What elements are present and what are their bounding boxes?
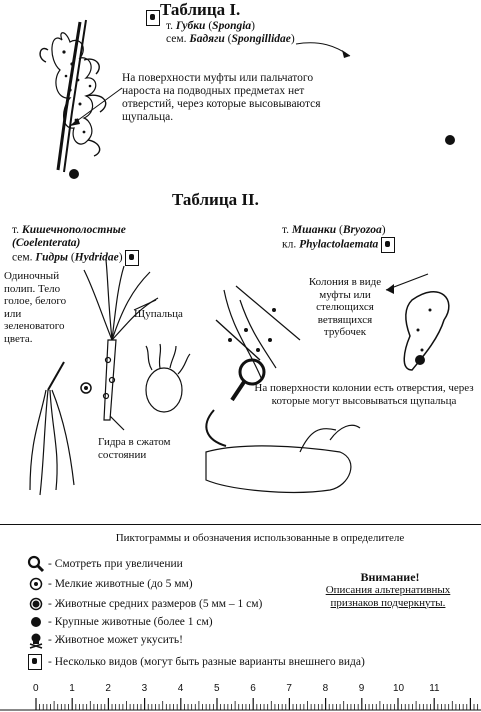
small-animal-icon <box>28 576 44 592</box>
ruler-label: 7 <box>286 683 292 694</box>
hydra-family-line: сем. Гидры (Hydridae) <box>12 250 142 266</box>
skull-icon <box>28 632 44 648</box>
ruler-label: 6 <box>250 683 256 694</box>
ruler-label: 1 <box>69 683 75 694</box>
large-animal-icon <box>28 614 44 630</box>
tentacles-label: Щупальца <box>134 308 183 320</box>
multiple-species-icon <box>28 654 44 670</box>
legend-item-multiple: - Несколько видов (могут быть разные варианты внешнего вида) <box>28 654 365 670</box>
ruler-label: 9 <box>358 683 365 694</box>
legend-item-bite: - Животное может укусить! <box>28 632 183 648</box>
table1-description: На поверхности муфты или пальчатого нароста на подводных предметах нет отверстий, через которые высовываются щупальца. <box>122 72 321 123</box>
multiple-species-icon <box>381 237 395 253</box>
bryozoa-class-line: кл. Phylactolaemata <box>282 237 398 253</box>
bryozoa-type-line: т. Мшанки (Bryozoa) <box>282 224 386 236</box>
openings-description: На поверхности колонии есть отверстия, через которые могут высовываться щупальца <box>254 382 474 407</box>
medium-animal-icon <box>28 596 44 612</box>
magnifier-icon <box>28 556 44 572</box>
ruler-label: 5 <box>214 683 220 694</box>
ruler-label: 8 <box>322 683 329 694</box>
legend-item-magnifier: - Смотреть при увеличении <box>28 556 183 572</box>
multiple-species-icon <box>146 9 163 27</box>
legend-item-large: - Крупные животные (более 1 см) <box>28 614 213 630</box>
table2-block <box>0 190 481 520</box>
table1-title: Таблица I. <box>160 0 241 19</box>
contracted-hydra-label: Гидра в сжатом состоянии <box>98 436 171 461</box>
table1-type-line: т. Губки (Spongia) <box>166 20 256 32</box>
legend-item-small: - Мелкие животные (до 5 мм) <box>28 576 193 592</box>
table2-title: Таблица II. <box>172 190 259 209</box>
large-animal-marker-right <box>445 135 455 145</box>
ruler-label: 4 <box>177 683 184 694</box>
legend-title: Пиктограммы и обозначения использованные в определителе <box>115 532 405 544</box>
legend-divider <box>0 524 481 525</box>
hydra-type-line: т. Кишечнополостные (Coelenterata) <box>12 224 126 249</box>
hydra-polyp-description: Одиночный полип. Тело голое, белого или зеленоватого цвета. <box>4 270 67 345</box>
colony-description: Колония в виде муфты или стелющихся ветвящихся трубочек <box>308 276 382 338</box>
legend-item-medium: - Животные средних размеров (5 мм – 1 см) <box>28 596 262 612</box>
table1-family-line: сем. Бадяги (Spongillidae) <box>166 33 295 45</box>
ruler-label: 11 <box>429 683 440 694</box>
multiple-species-icon <box>125 250 139 266</box>
table1-block <box>0 0 481 190</box>
ruler-label: 10 <box>393 683 405 694</box>
ruler-label: 2 <box>105 683 111 694</box>
ruler-label: 0 <box>33 683 39 694</box>
attention-title: Внимание! <box>360 570 420 584</box>
ruler-label: 3 <box>141 683 148 694</box>
large-animal-marker <box>69 169 79 179</box>
attention-text: Описания альтернативных признаков подчеркнуты. <box>325 584 451 609</box>
